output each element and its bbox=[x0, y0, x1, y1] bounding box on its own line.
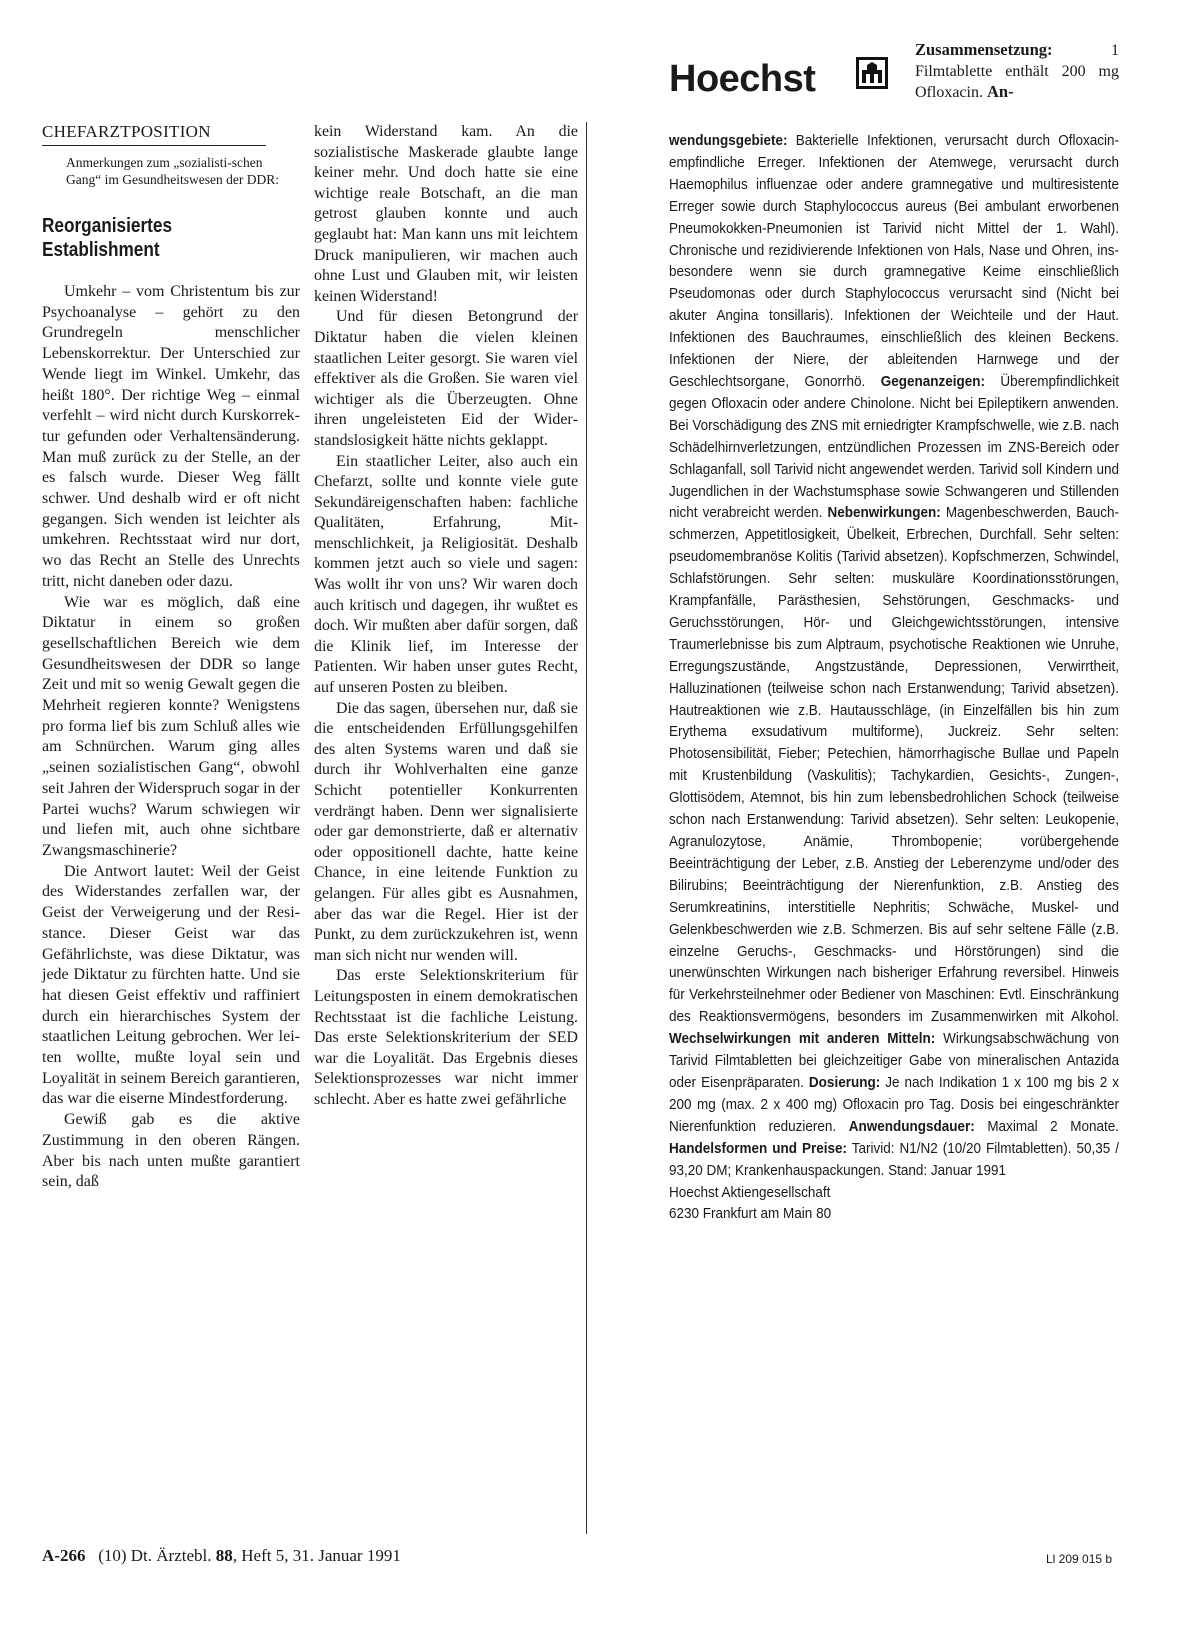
article-paragraph: Umkehr – vom Christentum bis zur Psychoanalyse – gehört zu den Grundregeln menschlicher Lebenskorrektur. Der Unterschied zur Wende liegt im Winkel. Umkehr, das heißt 180°. Der richtige Weg – einmal verfehlt – wird nicht durch Kurskorrektur gefunden oder Verhaltensänderung. Man muß zurück zu der Stelle, an der es falsch wurde. Dieser Weg fällt schwer. Und deshalb wird er oft nicht gegangen. Sich wenden ist leichter als umkehren. Rechtsstaat wird nur dort, wo das Recht an Stelle des Unrechts tritt, nicht daneben oder dazu. bbox=[42, 283, 300, 590]
ad-code: Ll 209 015 b bbox=[1046, 1552, 1113, 1566]
company-name: Hoechst Aktiengesellschaft bbox=[669, 1183, 831, 1201]
article-column-1 bbox=[42, 122, 300, 1193]
article-column-2 bbox=[314, 122, 578, 1111]
company-address: 6230 Frankfurt am Main 80 bbox=[669, 1205, 832, 1223]
section-text: Maximal 2 Monate. bbox=[974, 1117, 1119, 1135]
article-paragraph: Die das sagen, übersehen nur, daß sie die entscheidenden Erfüllungsgehilfen des alten Systems waren und daß sie durch ihr Wohlverhalten eine ganze Schicht potentieller Konkurrenten verdrängt haben. Denn wer signalisierte oder gar demonstrierte, daß er alternativ oder oppositionell dachte, hatte keine Chance, in eine leitende Funktion zu gelangen. Für alles gibt es Ausnahmen, aber das war die Regel. Hier ist der Punkt, zu dem zurückzukehren ist, wenn man sich nicht nur wenden will. bbox=[314, 699, 578, 964]
article-kicker: CHEFARZTPOSITION bbox=[42, 122, 266, 146]
article-paragraph: Wie war es möglich, daß eine Diktatur in einem so großen gesellschaftlichen Bereich wie dem Gesundheitswesen der DDR so lange Zeit und mit so wenig Gewalt gegen die Mehrheit regieren konnte? Wenigstens pro forma lief bis zum Schluß alles wie am Schnürchen. Warum ging alles „seinen sozialistischen Gang“, obwohl seit Jahren der Widerspruch sogar in der Partei wuchs? Warum schwiegen wir und liefen mit, auch ohne sichtbare Zwangsmaschinerie? bbox=[42, 593, 300, 859]
section-heading: Wechselwirkungen mit anderen Mitteln: bbox=[669, 1030, 936, 1048]
prescribing-information bbox=[669, 130, 1119, 1225]
section-heading: Dosierung: bbox=[808, 1073, 881, 1091]
article-paragraph: Ein staatlicher Leiter, also auch ein Chefarzt, sollte und konnte viele gute Sekundäreigenschaften haben: fachliche Qualitäten, Erfahrung, Mitmenschlichkeit, ja Religiosität. Deshalb kommen jetzt auch so viele und sagen: Was wollt ihr von uns? Wir waren doch auch kritisch und dagegen, ihr wußtet es doch. Wir mußten aber dafür sorgen, daß die Klinik lief, im Interesse der Patienten. Wir haben unser gutes Recht, auf unseren Posten zu bleiben. bbox=[314, 452, 578, 697]
article-paragraph: Das erste Selektionskriterium für Leitungsposten in einem demokratischen Rechtsstaat ist die fachliche Leistung. Das erste Selektionskriterium der SED war die Loyalität. Das Ergebnis dieses Selektionsprozesses war nicht immer schlecht. Aber es hatte zwei gefährliche bbox=[314, 967, 578, 1108]
composition-text: 1 Filmtablette enthält 200 mg Ofloxacin. bbox=[915, 42, 1119, 102]
article-paragraph: Die Antwort lautet: Weil der Geist des Widerstandes zerfallen war, der Geist der Verweigerung und der Resistance. Dieser Geist war das Gefährlichste, was diese Diktatur, was jede Diktatur zu fürchten hatte. Und sie hat diesen Geist effektiv und raffiniert durch ein hierarchisches System der staatlichen Leitung gebrochen. Wer leiten wollte, mußte loyal sein und Loyalität in seinem Bereich garantieren, das war die eiserne Mindestforderung. bbox=[42, 862, 300, 1108]
volume-number: 88 bbox=[215, 1546, 233, 1565]
ad-header bbox=[669, 40, 1119, 136]
section-heading: Nebenwirkungen: bbox=[827, 504, 941, 522]
ad-column bbox=[669, 40, 1119, 1225]
section-text: Je nach Indikation 1 x 100 mg bis 2 x 200 mg (max. 2 x 400 mg) Ofloxacin pro Tag. Dosis bei eingeschränkter Nierenfunktion reduzieren. bbox=[669, 1073, 1119, 1135]
article-headline bbox=[42, 214, 264, 262]
indications-heading-start: An- bbox=[986, 82, 1014, 102]
headline-line-1: Reorganisiertes bbox=[42, 215, 173, 237]
hoechst-logo-icon bbox=[855, 56, 889, 90]
headline-line-2: Establishment bbox=[42, 239, 160, 261]
section-text: Magenbeschwerden, Bauchschmerzen, Appetitlosigkeit, Übelkeit, Erbrechen, Durchfall. Sehr selten: pseudomembranöse Kolitis (Tarivid absetzen). Kopfschmerzen, Schwindel, Schlafstörungen. Sehr selten: muskuläre Koordinationsstörungen, Krampfanfälle, Parästhesien, Sehstörungen, Geschmacks- und Geruchsstörungen, Hör- und Gleichgewichtsstörungen, intensive Traumerlebnisse bis zum Alptraum, psychotische Reaktionen wie Unruhe, Erregungszustände, Angstzustände, Depressionen, Verwirrtheit, Halluzinationen (teilweise schon nach Erstanwendung; Tarivid absetzen). Hautreaktionen wie z.B. Hautausschläge, (in Einzelfällen bis hin zum Erythema exsudativum multiforme), Juckreiz. Sehr selten: Photosensibilität, Fieber; Petechien, hämorrhagische Bullae und Papeln mit Krustenbildung (Vaskulitis); Tachykardien, Gesichts-, Zungen-, Glottisödem, Atemnot, bis hin zum lebensbedrohlichen Schock (teilweise schon nach Erstanwendung: Tarivid absetzen). Sehr selten: Leukopenie, Agranulozytose, Anämie, Thrombopenie; vorübergehende Beeinträchtigung der Leber, z.B. Anstieg der Leberenzyme und/oder des Bilirubins; Beeinträchtigung der Nierenfunktion, z.B. Anstieg des Serumkreatinins, interstitielle Nephritis; Schwäche, Muskel- und Gelenkbeschwerden wie z.B. Schmerzen. Bis auf sehr seltene Fälle (z.B. einzelne Geruchs-, Geschmacks- und Hörstörungen) sind die unerwünschten Wirkungen nach bisheriger Erfahrung reversibel. Hinweis für Verkehrsteilnehmer oder Bediener von Maschinen: Evtl. Einschränkung des Reaktionsvermögens, besonders im Zusammenwirken mit Alkohol. bbox=[669, 504, 1119, 1026]
section-heading: Handelsformen und Preise: bbox=[669, 1139, 848, 1157]
page-number: A-266 bbox=[42, 1546, 86, 1565]
ad-intro bbox=[915, 40, 1119, 104]
section-heading: wendungsgebiete: bbox=[669, 132, 788, 149]
article-paragraph: Und für diesen Betongrund der Diktatur haben die vielen kleinen staatlichen Leiter gesorgt. Sie waren viel effektiver als die Großen. Sie waren viel wichtiger als die Überzeugten. Ohne ihren ungeleisteten Eid der Widerstandslosigkeit hätte nichts geklappt. bbox=[314, 308, 578, 449]
brand-name: Hoechst bbox=[669, 58, 816, 100]
section-heading: Anwendungsdauer: bbox=[848, 1117, 975, 1135]
article-subtitle: Anmerkungen zum „sozialisti-schen Gang“ im Gesundheitswesen der DDR: bbox=[66, 155, 279, 187]
article-paragraph: Gewiß gab es die aktive Zustimmung in den oberen Rängen. Aber bis nach unten mußte garantiert sein, daß bbox=[42, 1111, 300, 1191]
article-paragraph: kein Widerstand kam. An die sozialistische Maskerade glaubte lange keiner mehr. Und doch hatte sie eine wichtige reale Botschaft, an die man getrost glauben konnte und auch geglaubt hat: Man kann uns mit leichtem Druck manipulieren, wir machen auch ohne Lust und Glauben mit, wir leisten keinen Widerstand! bbox=[314, 123, 578, 305]
section-text: Bakterielle Infektionen, verursacht durch Ofloxacin-empfindliche Erreger. Infektionen der Atemwege, verursacht durch Haemophilus influenzae oder andere gramnegative und multiresistente Erreger sowie durch Staphylococcus aureus (Bei ambulant erworbenen Pneumokokken-Pneumonien ist Tarivid nicht Mittel der 1. Wahl). Chronische und rezidivierende Infektionen von Hals, Nase und Ohren, insbesondere wenn sie durch gramnegative Keime einschließlich Pseudomonas oder durch Staphylococcus verursacht sind (Nicht bei akuter Angina tonsillaris). Infektionen der Weichteile und der Haut. Infektionen des Bauchraumes, einschließlich des kleinen Beckens. Infektionen der Niere, der ableitenden Harnwege und der Geschlechtsorgane, Gonorrhö. bbox=[669, 132, 1119, 390]
section-text: Tarivid: N1/N2 (10/20 Filmtabletten). 50,35 / 93,20 DM; Krankenhauspackungen. Stand: Januar 1991 bbox=[669, 1139, 1120, 1179]
section-heading: Gegenanzeigen: bbox=[880, 372, 985, 390]
column-divider bbox=[586, 122, 587, 1534]
section-text: Wirkungsabschwächung von Tarivid Filmtabletten bei gleichzeitiger Gabe von mineralischen Antazida oder Eisenpräparaten. bbox=[669, 1030, 1119, 1091]
citation-prefix: (10) Dt. Ärztebl. bbox=[98, 1546, 212, 1565]
section-text: Überempfindlichkeit gegen Ofloxacin oder andere Chinolone. Nicht bei Epileptikern anwenden. Bei Vorschädigung des ZNS mit erniedrigter Krampfschwelle, wie z.B. nach Schädelhirnverletzungen, entzündlichen Prozessen im ZNS-Bereich oder Schlaganfall, soll Tarivid nicht angewendet werden. Tarivid soll Kindern und Jugendlichen in der Wachstumsphase sowie Schwangeren und Stillenden nicht verabreicht werden. bbox=[669, 372, 1119, 522]
citation-suffix: , Heft 5, 31. Januar 1991 bbox=[232, 1546, 401, 1565]
page-footer bbox=[42, 1546, 401, 1566]
composition-heading: Zusammensetzung: bbox=[915, 40, 1053, 59]
